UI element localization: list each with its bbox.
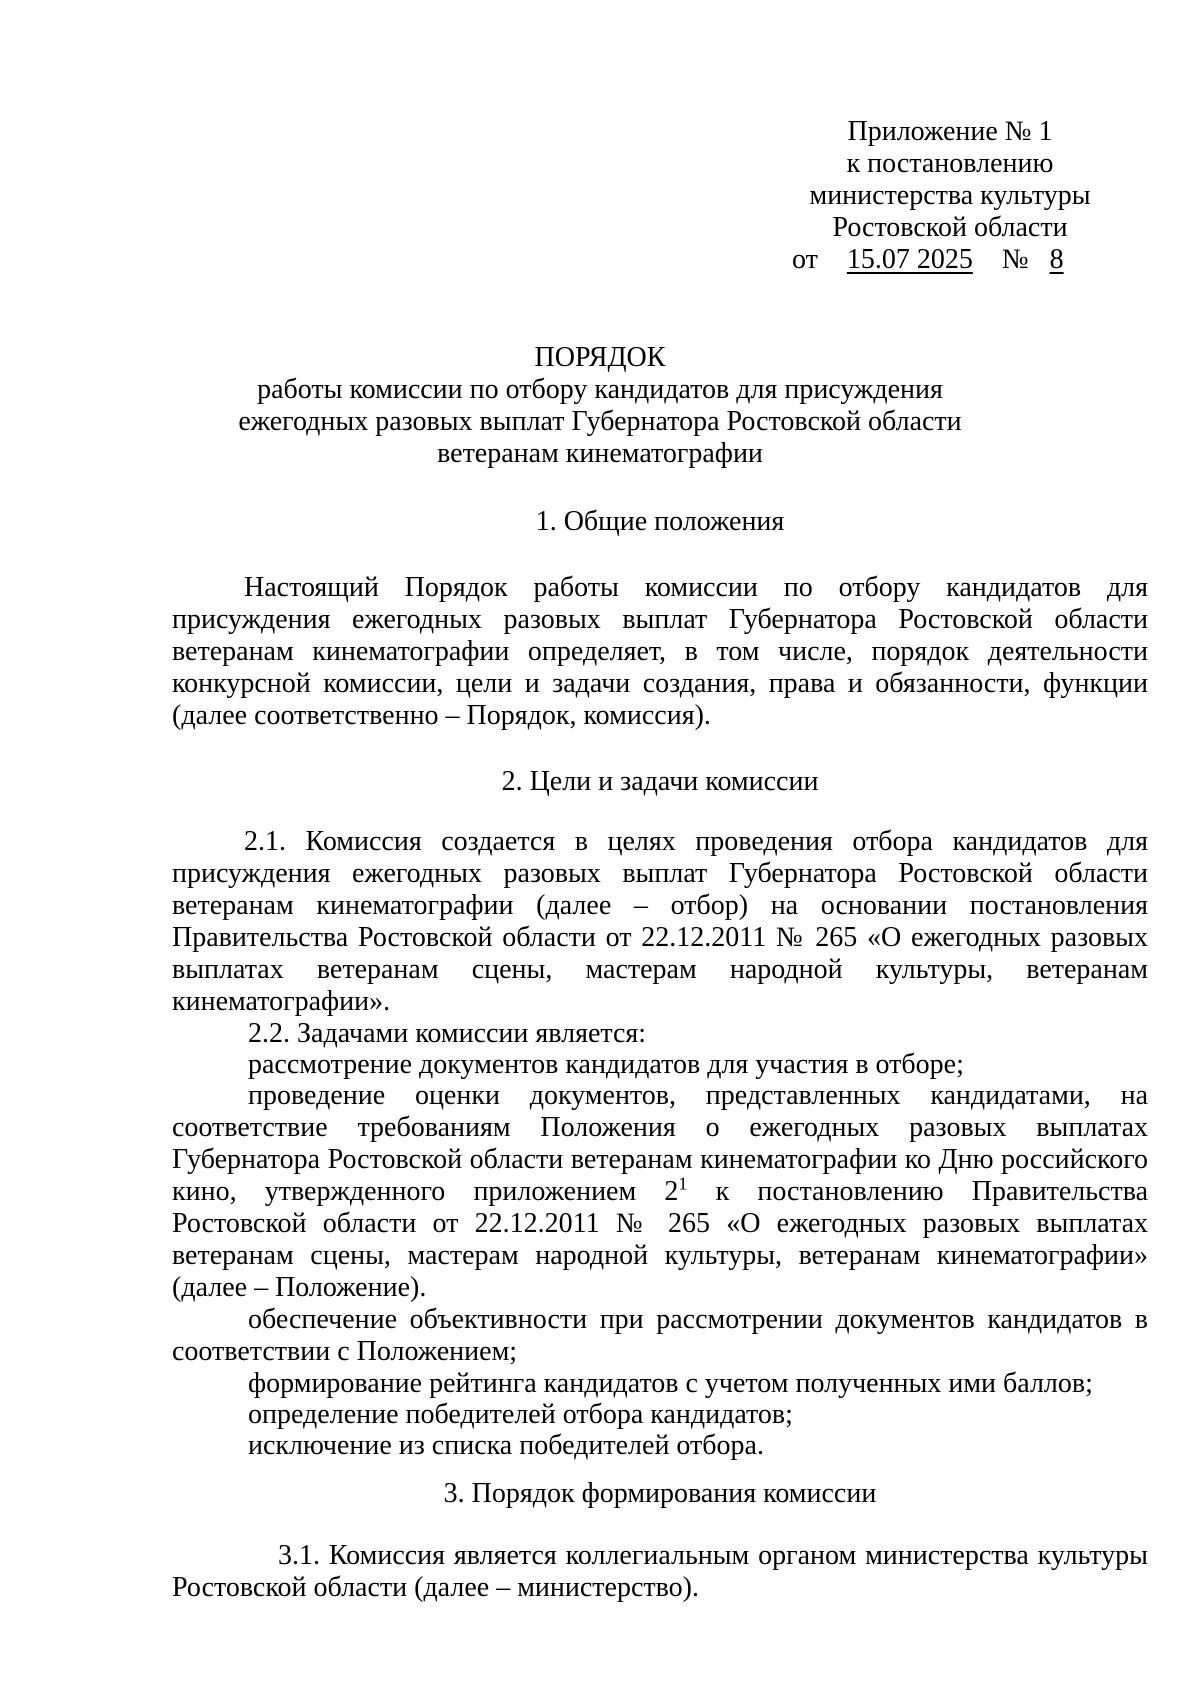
task-item-6: исключение из списка победителей отбора.: [248, 1430, 764, 1461]
task-item-2-superscript: 1: [678, 1173, 688, 1194]
task-item-4: формирование рейтинга кандидатов с учетом полученных ими баллов;: [248, 1368, 1093, 1399]
annex-line-2: к постановлению: [846, 148, 1054, 179]
title-line-3: ветеранам кинематографии: [437, 438, 763, 469]
annex-line-4: Ростовской области: [832, 212, 1068, 243]
title-line-2: ежегодных разовых выплат Губернатора Ростовской области: [238, 406, 962, 437]
annex-block: [780, 116, 1120, 276]
section-1-heading: 1. Общие положения: [535, 506, 785, 537]
annex-title: Приложение № 1: [847, 116, 1053, 147]
section-2-body: [172, 826, 1148, 1461]
title-main: ПОРЯДОК: [534, 342, 666, 373]
paragraph-2-1: 2.1. Комиссия создается в целях проведения отбора кандидатов для присуждения ежегодных разовых выплат Губернатора Ростовской области ветеранам кинематографии (далее – отбор) на основании постановления Правительства Ростовской области от 22.12.2011 № 265 «О ежегодных разовых выплатах ветеранам сцены, мастерам народной культуры, ветеранам кинематографии».: [172, 826, 1148, 1017]
task-item-2: [172, 1080, 1148, 1304]
section-2-heading: 2. Цели и задачи комиссии: [501, 766, 819, 797]
task-item-2-text-end: к постановлению Правительства Ростовской области от 22.12.2011 № 265 «О ежегодных разовых выплатах ветеранам сцены, мастерам народной культуры, ветеранам кинематографии» (далее – Положение).: [172, 1176, 1148, 1303]
number-prefix: №: [1001, 244, 1029, 275]
annex-date-line: [780, 244, 1120, 276]
document-title: [170, 342, 1030, 470]
section-3-body: [172, 1540, 1148, 1604]
section-1-body: [172, 572, 1148, 732]
date-value: 15.07 2025: [846, 244, 973, 275]
task-item-5: определение победителей отбора кандидатов;: [248, 1399, 793, 1430]
section-3-heading: 3. Порядок формирования комиссии: [443, 1478, 877, 1509]
paragraph-3-1: 3.1. Комиссия является коллегиальным органом министерства культуры Ростовской области (далее – министерство).: [172, 1540, 1148, 1603]
title-line-1: работы комиссии по отбору кандидатов для присуждения: [257, 374, 943, 405]
paragraph-2-2: 2.2. Задачами комиссии является:: [248, 1018, 647, 1049]
task-item-2-text: проведение оценки документов, представленных кандидатами, на соответствие требованиям Положения о ежегодных разовых выплатах Губернатора Ростовской области ветеранам кинематографии ко Дню российского кино, утвержденного приложением 2: [172, 1080, 1148, 1207]
date-prefix: от: [792, 244, 818, 275]
number-value: 8: [1049, 244, 1064, 275]
task-item-3: обеспечение объективности при рассмотрении документов кандидатов в соответствии с Положением;: [172, 1304, 1148, 1367]
task-item-1: рассмотрение документов кандидатов для участия в отборе;: [248, 1049, 964, 1080]
annex-line-3: министерства культуры: [809, 180, 1091, 211]
section-1-paragraph: Настоящий Порядок работы комиссии по отбору кандидатов для присуждения ежегодных разовых выплат Губернатора Ростовской области ветеранам кинематографии определяет, в том числе, порядок деятельности конкурсной комиссии, цели и задачи создания, права и обязанности, функции (далее соответственно – Порядок, комиссия).: [172, 572, 1148, 731]
